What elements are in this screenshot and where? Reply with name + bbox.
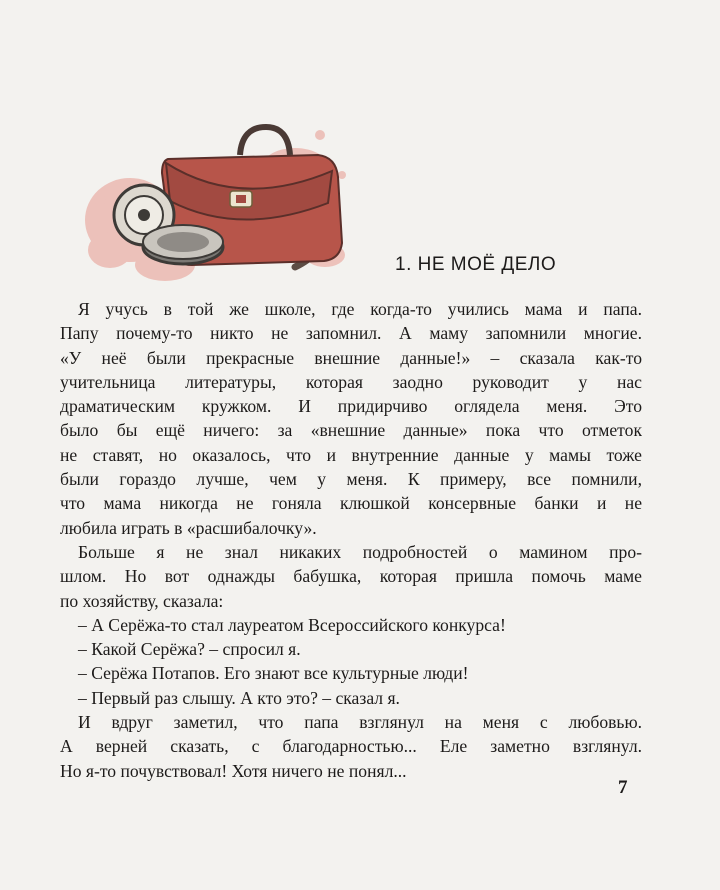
chapter-body xyxy=(60,297,642,783)
text-line: драматическим кружком. И придирчиво оглядела меня. Это xyxy=(60,396,642,417)
text-line: что мама никогда не гоняла клюшкой консервные банки и не xyxy=(60,493,642,514)
chapter-title: 1. НЕ МОЁ ДЕЛО xyxy=(395,254,557,275)
text-line: по хозяйству, сказала: xyxy=(60,590,224,611)
page-number: 7 xyxy=(618,777,628,798)
text-line: любила играть в «расшибалочку». xyxy=(60,517,317,538)
text-line: Но я-то почувствовал! Хотя ничего не понял... xyxy=(60,760,407,781)
text-line: И вдруг заметил, что папа взглянул на меня с любовью. xyxy=(78,712,642,733)
text-line: были гораздо лучше, чем у меня. К примеру, все помнили, xyxy=(60,469,642,490)
text-line: Я учусь в той же школе, где когда-то учились мама и папа. xyxy=(78,299,642,319)
dialogue-line: – Какой Серёжа? – спросил я. xyxy=(78,639,301,660)
dialogue-line: – Первый раз слышу. А кто это? – сказал я. xyxy=(78,687,400,708)
text-line: «У неё были прекрасные внешние данные!» – сказала как-то xyxy=(60,347,642,368)
text-line: было бы ещё ничего: за «внешние данные» пока что отметок xyxy=(60,420,642,441)
briefcase-with-film-reels-icon xyxy=(80,115,360,290)
text-line: не ставят, но оказалось, что и внутренние данные у мамы тоже xyxy=(60,444,642,465)
dialogue-line: – А Серёжа-то стал лауреатом Всероссийского конкурса! xyxy=(78,614,506,635)
text-line: учительница литературы, которая заодно руководит у нас xyxy=(60,371,642,392)
text-line: шлом. Но вот однажды бабушка, которая пришла помочь маме xyxy=(60,566,642,587)
text-line: Папу почему-то никто не запомнил. А маму запомнили многие. xyxy=(60,323,642,344)
dialogue-line: – Серёжа Потапов. Его знают все культурные люди! xyxy=(78,663,469,684)
text-line: А верней сказать, с благодарностью... Еле заметно взглянул. xyxy=(60,736,642,757)
text-line: Больше я не знал никаких подробностей о мамином про- xyxy=(78,541,642,562)
